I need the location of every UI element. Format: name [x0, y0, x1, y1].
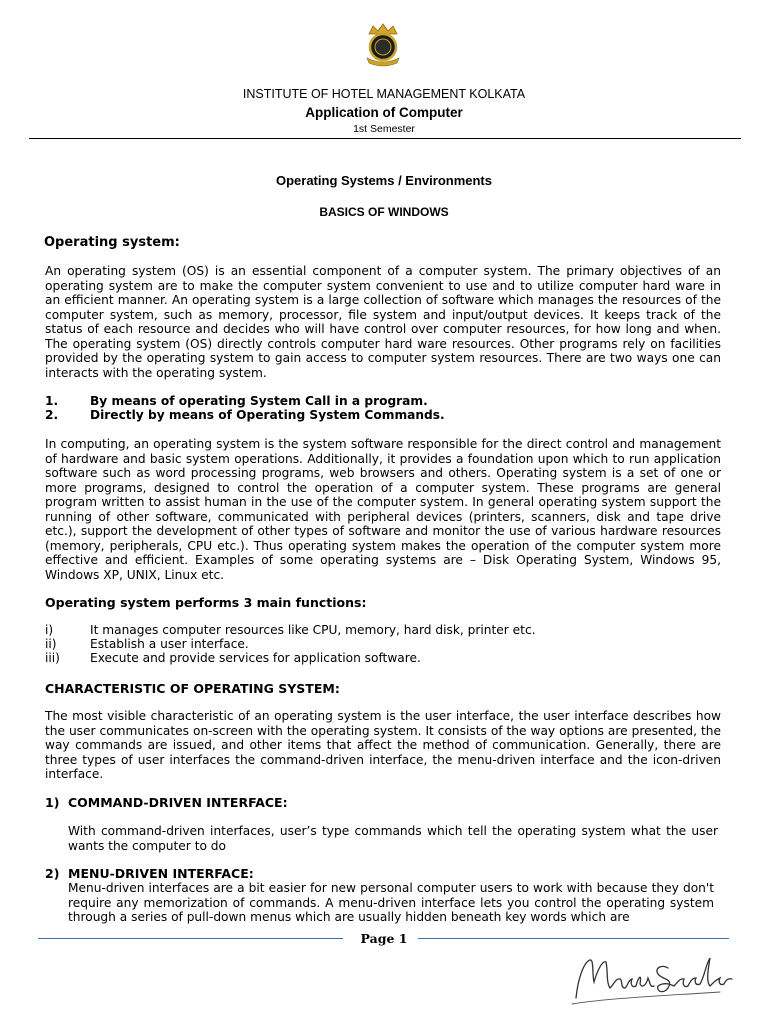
signature-image — [570, 948, 738, 1006]
characteristic-paragraph: The most visible characteristic of an operating system is the user interface, the user interface describes how the user communicates on-screen with the operating system. It consists of the way options are presented, the way commands are issued, and other items that affect the method of communication. Generally, there are three types of user interfaces the command-driven interface, the menu-driven interface and the icon-driven interface. — [45, 709, 721, 781]
list-text: Execute and provide services for application software. — [90, 651, 421, 665]
document-title: Operating Systems / Environments — [275, 173, 492, 188]
document-subtitle: BASICS OF WINDOWS — [319, 205, 449, 219]
list-number: 2. — [45, 408, 59, 422]
intro-paragraph: An operating system (OS) is an essential component of a computer system. The primary objectives of an operating system are to make the computer system convenient to use and to utilize computer hard ware in an efficient manner. An operating system is a large collection of software which manages the resources of the computer system, such as memory, processor, file system and input/output devices. It keeps track of the status of each resource and decides who will have control over computer resources, for how long and when. The operating system (OS) directly controls computer hard ware resources. Other programs rely on facilities provided by the operating system to gain access to computer system resources. There are two ways one can interacts with the operating system. — [45, 264, 721, 380]
section-number: 2) — [45, 866, 60, 881]
list-text: Directly by means of Operating System Commands. — [90, 408, 445, 422]
section-title: MENU-DRIVEN INTERFACE: — [68, 866, 254, 881]
institute-name: INSTITUTE OF HOTEL MANAGEMENT KOLKATA — [242, 87, 526, 101]
section-number: 1) — [45, 795, 60, 810]
list-number: 1. — [45, 394, 59, 408]
functions-heading: Operating system performs 3 main functions: — [45, 595, 367, 610]
command-interface-paragraph: With command-driven interfaces, user’s type commands which tell the operating system what the user wants the computer to do — [68, 824, 718, 853]
list-text: By means of operating System Call in a program. — [90, 394, 428, 408]
menu-interface-paragraph: Menu-driven interfaces are a bit easier for new personal computer users to work with because they don't require any memorization of commands. A menu-driven interface lets you control the operating system through a series of pull-down menus which are usually hidden beneath key words which are — [68, 881, 714, 924]
list-text: It manages computer resources like CPU, memory, hard disk, printer etc. — [90, 623, 536, 637]
list-number: i) — [45, 623, 54, 637]
section-title: COMMAND-DRIVEN INTERFACE: — [68, 795, 288, 810]
characteristic-heading: CHARACTERISTIC OF OPERATING SYSTEM: — [45, 681, 340, 696]
menu-interface-heading — [45, 866, 254, 881]
command-interface-heading — [45, 795, 288, 810]
semester-label: 1st Semester — [353, 123, 415, 135]
list-number: ii) — [45, 637, 57, 651]
list-text: Establish a user interface. — [90, 637, 249, 651]
course-title: Application of Computer — [305, 105, 463, 120]
header-divider — [29, 138, 741, 139]
list-number: iii) — [45, 651, 60, 665]
os-heading: Operating system: — [44, 235, 180, 250]
computing-paragraph: In computing, an operating system is the system software responsible for the direct control and management of hardware and basic system operations. Additionally, it provides a foundation upon which to run application software such as word processing programs, web browsers and others. Operating system is a set of one or more programs, designed to control the operation of a computer system. These programs are general program written to assist human in the use of the computer system. In general operating system support the running of other software, communicated with peripheral devices (printers, scanners, disk and tape drive etc.), support the development of other types of software and monitor the use of various hardware resources (memory, peripherals, CPU etc.). Thus operating system makes the operation of the computer system more effective and efficient. Examples of some operating systems are – Disk Operating System, Windows 95, Windows XP, UNIX, Linux etc. — [45, 437, 721, 582]
page-number: Page 1 — [360, 931, 408, 946]
institute-crest-logo — [359, 20, 407, 68]
